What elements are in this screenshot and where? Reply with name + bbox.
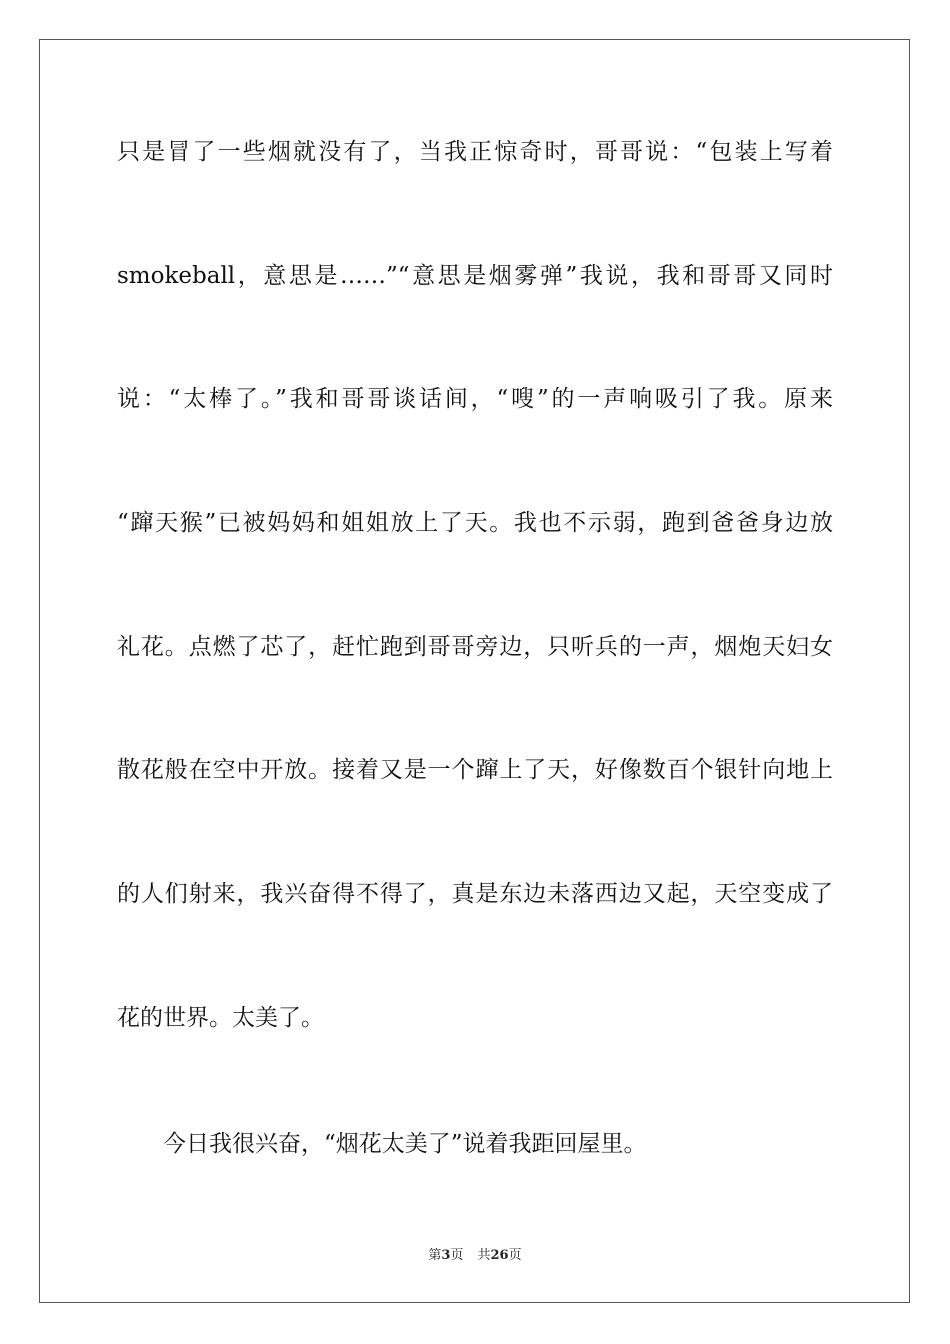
total-pages: 26 xyxy=(490,1248,509,1263)
text-line: 说：“太棒了。”我和哥哥谈话间，“嗖”的一声响吸引了我。原来 xyxy=(117,386,833,412)
text-line: 散花般在空中开放。接着又是一个蹿上了天，好像数百个银针向地上 xyxy=(117,757,833,783)
text-line: 礼花。点燃了芯了，赶忙跑到哥哥旁边，只听兵的一声，烟炮天妇女 xyxy=(117,634,833,660)
text-line: 花的世界。太美了。 xyxy=(117,1005,324,1031)
paragraph: 今日我很兴奋，“烟花太美了”说着我距回屋里。 xyxy=(163,1131,647,1157)
page-footer xyxy=(0,1247,950,1265)
text-line: 的人们射来，我兴奋得不得了，真是东边未落西边又起，天空变成了 xyxy=(117,881,833,907)
total-suffix: 页 xyxy=(508,1248,522,1263)
page-border xyxy=(39,39,910,1303)
page-prefix: 第 xyxy=(428,1248,442,1263)
total-prefix: 共 xyxy=(477,1248,491,1263)
text-line: smokeball，意思是……”“意思是烟雾弹”我说，我和哥哥又同时 xyxy=(117,263,833,289)
text-line: “蹿天猴”已被妈妈和姐姐放上了天。我也不示弱，跑到爸爸身边放 xyxy=(117,510,833,536)
text-line: 只是冒了一些烟就没有了，当我正惊奇时，哥哥说：“包装上写着 xyxy=(117,139,833,165)
page-suffix: 页 xyxy=(450,1248,464,1263)
page-number: 3 xyxy=(441,1248,451,1263)
